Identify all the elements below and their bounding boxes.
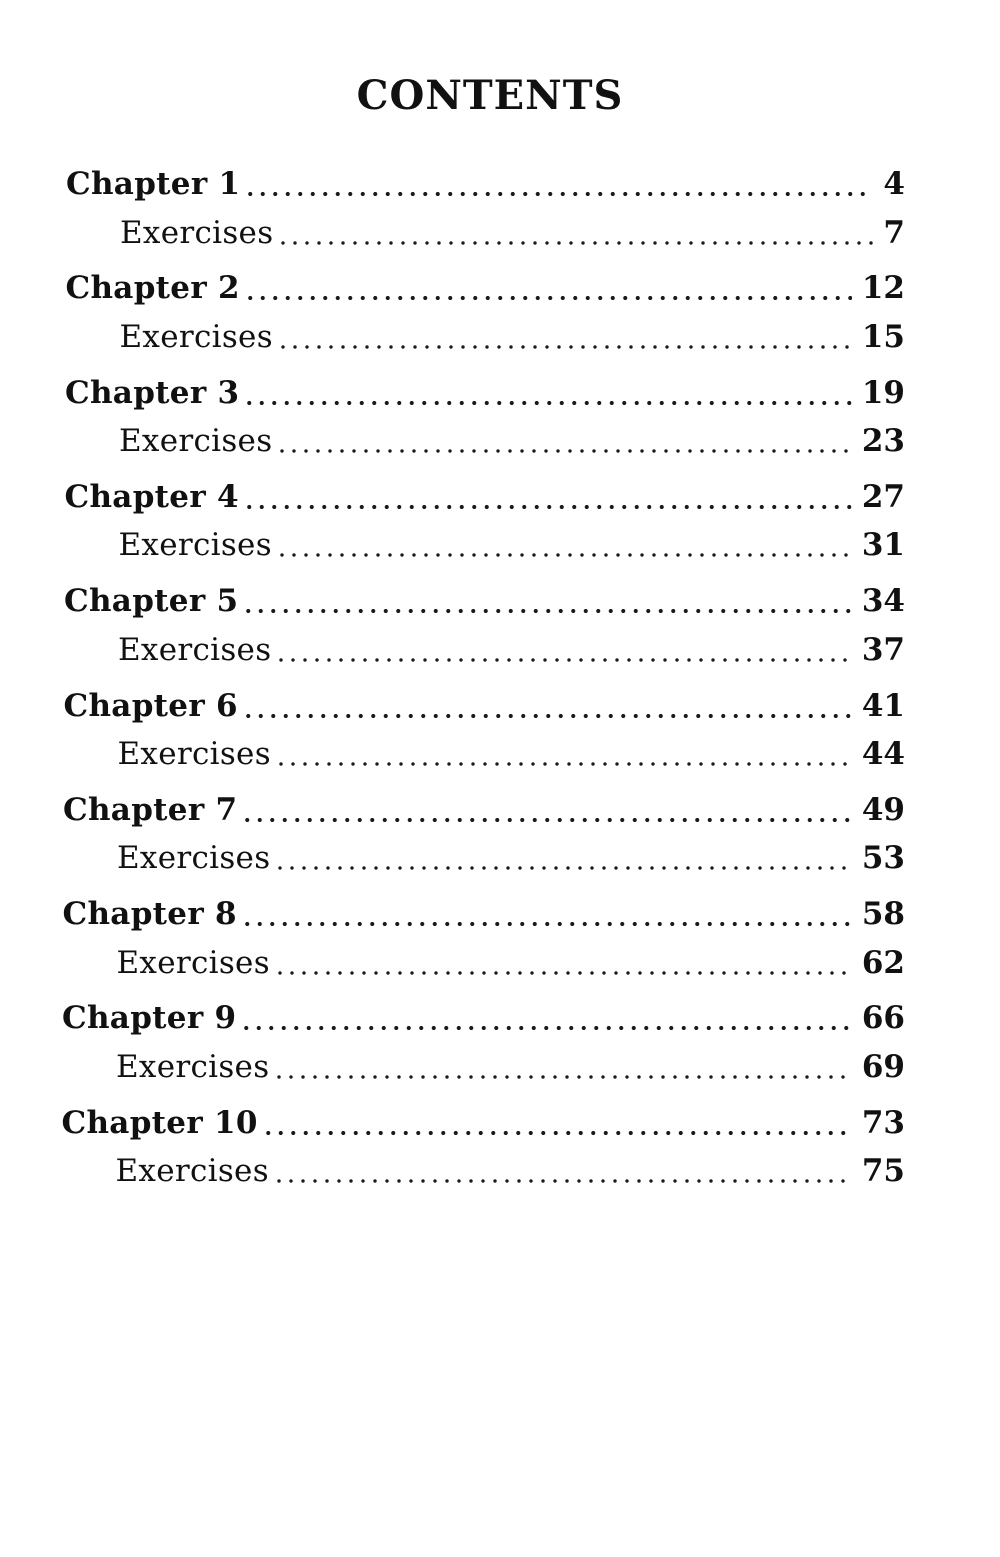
- toc-entry[interactable]: [117, 836, 905, 880]
- toc-entry-label: Chapter 4: [64, 478, 239, 515]
- toc-entry-page-number: 37: [861, 631, 905, 668]
- toc-entry-label: Exercises: [117, 840, 271, 877]
- toc-entry[interactable]: [64, 579, 905, 623]
- toc-entry-label: Chapter 7: [63, 791, 238, 828]
- toc-entry-page-number: 44: [861, 736, 905, 772]
- toc-entry-label: Exercises: [116, 1048, 270, 1085]
- dot-leader: [276, 425, 851, 455]
- dot-leader: [274, 947, 852, 977]
- dot-leader: [277, 217, 873, 247]
- toc-entry-page-number: 58: [861, 896, 905, 933]
- toc-entry[interactable]: [62, 996, 905, 1040]
- toc-entry-label: Exercises: [118, 527, 272, 564]
- toc-entry-page-number: 73: [861, 1104, 905, 1141]
- toc-entry[interactable]: [120, 315, 906, 359]
- dot-leader: [242, 585, 851, 615]
- toc-entry[interactable]: [66, 266, 906, 310]
- dot-leader: [273, 1051, 851, 1081]
- toc-entry[interactable]: [118, 732, 906, 776]
- toc-entry[interactable]: [119, 523, 906, 567]
- toc-entry-page-number: 7: [883, 214, 905, 251]
- toc-entry[interactable]: [65, 371, 905, 415]
- dot-leader: [244, 272, 852, 302]
- dot-leader: [243, 377, 851, 407]
- toc-entry-label: Exercises: [120, 214, 274, 251]
- toc-entry[interactable]: [116, 1149, 906, 1193]
- toc-entry[interactable]: [118, 628, 905, 672]
- toc-entry[interactable]: [65, 475, 906, 519]
- dot-leader: [242, 690, 852, 720]
- dot-leader: [275, 634, 851, 664]
- dot-leader: [275, 738, 852, 768]
- table-of-contents: [0, 162, 1000, 1222]
- dot-leader: [262, 1107, 852, 1137]
- toc-entry-label: Exercises: [117, 736, 271, 772]
- toc-entry-page-number: 23: [861, 423, 905, 460]
- dot-leader: [274, 842, 851, 872]
- toc-entry-page-number: 49: [861, 791, 905, 828]
- toc-entry-label: Chapter 2: [65, 270, 240, 307]
- toc-entry[interactable]: [66, 162, 905, 206]
- dot-leader: [276, 529, 852, 559]
- toc-entry-page-number: 34: [861, 583, 905, 620]
- toc-entry-label: Exercises: [119, 423, 273, 460]
- toc-entry-label: Chapter 9: [62, 1000, 237, 1037]
- toc-entry[interactable]: [63, 788, 905, 832]
- toc-entry[interactable]: [119, 419, 905, 463]
- toc-entry-page-number: 31: [861, 527, 905, 564]
- toc-entry-label: Chapter 1: [66, 166, 241, 202]
- toc-entry-label: Exercises: [115, 1153, 269, 1190]
- toc-entry-label: Chapter 10: [61, 1104, 258, 1141]
- toc-entry-label: Exercises: [118, 631, 272, 668]
- toc-entry-label: Chapter 5: [64, 583, 239, 620]
- dot-leader: [243, 481, 852, 511]
- toc-entry[interactable]: [63, 892, 906, 936]
- toc-entry-label: Exercises: [119, 318, 273, 355]
- toc-entry[interactable]: [116, 1045, 905, 1089]
- toc-entry-label: Chapter 8: [62, 896, 237, 933]
- dot-leader: [273, 1155, 852, 1185]
- dot-leader: [244, 168, 873, 198]
- toc-entry-page-number: 75: [861, 1153, 905, 1190]
- page-title: CONTENTS: [356, 72, 624, 119]
- toc-entry-page-number: 41: [861, 687, 905, 724]
- dot-leader: [241, 794, 851, 824]
- toc-entry-page-number: 27: [861, 478, 905, 515]
- toc-entry-label: Chapter 3: [65, 374, 240, 411]
- toc-entry-page-number: 69: [861, 1048, 905, 1085]
- toc-entry-page-number: 15: [861, 318, 905, 355]
- toc-entry-page-number: 12: [861, 270, 905, 307]
- toc-entry-page-number: 53: [861, 840, 905, 877]
- toc-entry[interactable]: [120, 211, 905, 255]
- toc-entry-label: Chapter 6: [63, 687, 238, 724]
- toc-entry-page-number: 19: [861, 374, 905, 411]
- toc-entry[interactable]: [62, 1101, 906, 1145]
- toc-entry[interactable]: [64, 684, 906, 728]
- toc-entry-page-number: 62: [861, 944, 905, 981]
- toc-entry-page-number: 4: [883, 166, 905, 202]
- dot-leader: [240, 1002, 851, 1032]
- dot-leader: [241, 898, 852, 928]
- dot-leader: [277, 321, 852, 351]
- toc-entry[interactable]: [117, 941, 906, 985]
- toc-entry-page-number: 66: [861, 1000, 905, 1037]
- toc-entry-label: Exercises: [116, 944, 270, 981]
